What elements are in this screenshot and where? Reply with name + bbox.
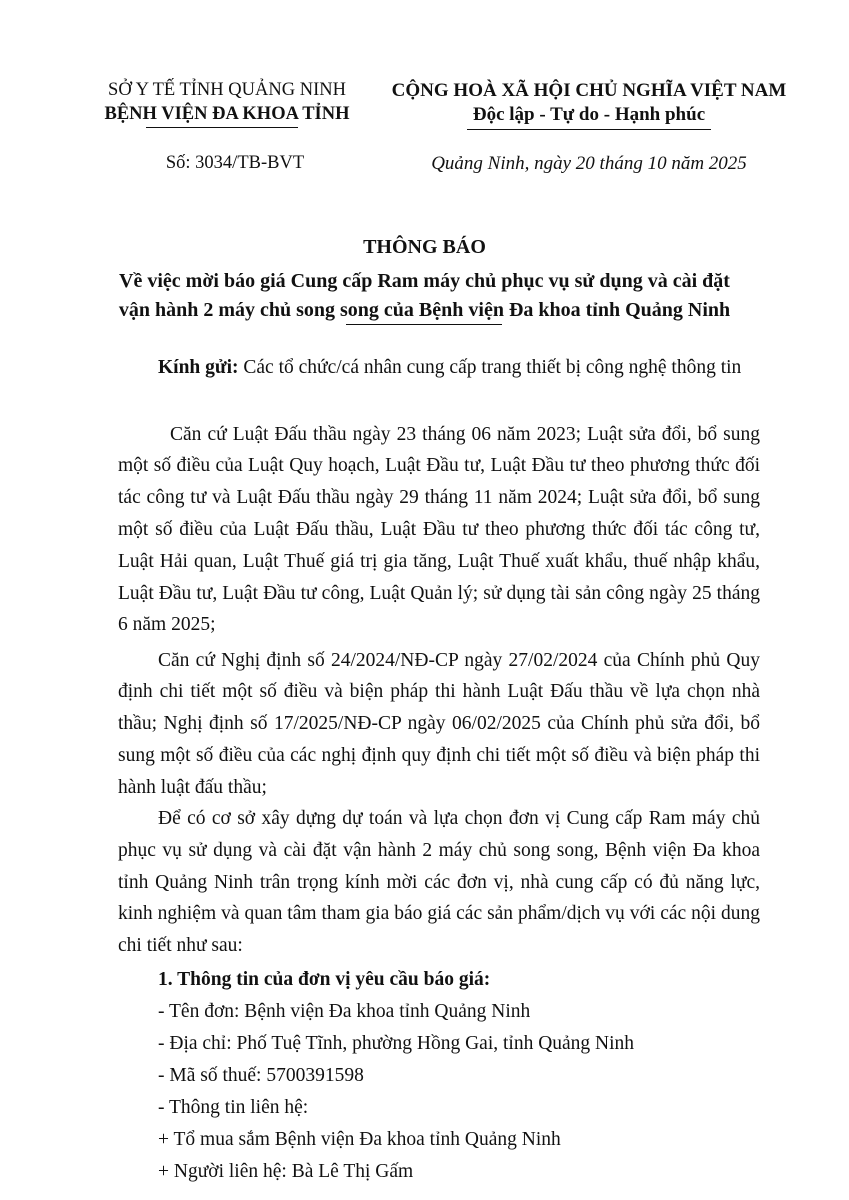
para1-line: Luật Hải quan, Luật Thuế giá trị gia tăng, Luật Thuế xuất khẩu, thuế nhập khẩu, (118, 551, 760, 572)
para2-line: thầu; Nghị định số 17/2025/NĐ-CP ngày 06/02/2025 của Chính phủ sửa đổi, bổ (118, 713, 760, 734)
recipient-label: Kính gửi: (158, 357, 239, 378)
para1-line: một số điều của Luật Quy hoạch, Luật Đầu tư, Luật Đầu tư theo phương thức đối (118, 455, 760, 476)
issuing-agency: SỞ Y TẾ TỈNH QUẢNG NINH (108, 80, 346, 100)
para3-line: phục vụ sử dụng và cài đặt vận hành 2 máy chủ song song, Bệnh viện Đa khoa (118, 840, 760, 861)
header-right-divider (467, 129, 711, 130)
title-divider (346, 324, 502, 325)
document-subject-line-1: Về việc mời báo giá Cung cấp Ram máy chủ phục vụ sử dụng và cài đặt (119, 270, 730, 292)
place-and-date: Quảng Ninh, ngày 20 tháng 10 năm 2025 (431, 153, 747, 174)
para3-line: chi tiết như sau: (118, 935, 243, 956)
section-item: - Thông tin liên hệ: (158, 1097, 309, 1118)
national-title: CỘNG HOÀ XÃ HỘI CHỦ NGHĨA VIỆT NAM (391, 80, 787, 101)
para2-line: Căn cứ Nghị định số 24/2024/NĐ-CP ngày 27/02/2024 của Chính phủ Quy (158, 650, 760, 671)
header-left-divider (146, 127, 298, 128)
document-title: THÔNG BÁO (363, 236, 486, 258)
document-number: Số: 3034/TB-BVT (165, 153, 305, 173)
para2-line: sung một số điều của các nghị định quy định chi tiết một số điều và biện pháp thi (118, 745, 760, 766)
para1-line: một số điều của Luật Đấu thầu, Luật Đầu tư theo phương thức đối tác công tư, (118, 519, 760, 540)
para2-line: hành luật đấu thầu; (118, 777, 267, 798)
para1-line: tác công tư và Luật Đấu thầu ngày 29 tháng 11 năm 2024; Luật sửa đổi, bổ sung (118, 487, 760, 508)
section-heading: 1. Thông tin của đơn vị yêu cầu báo giá: (158, 969, 491, 990)
section-item: - Địa chỉ: Phố Tuệ Tĩnh, phường Hồng Gai, tỉnh Quảng Ninh (158, 1033, 635, 1054)
section-item: - Mã số thuế: 5700391598 (158, 1065, 364, 1086)
section-item: + Tổ mua sắm Bệnh viện Đa khoa tỉnh Quảng Ninh (158, 1129, 561, 1150)
para2-line: định chi tiết một số điều và biện pháp thi hành Luật Đấu thầu về lựa chọn nhà (118, 681, 760, 702)
section-item: - Tên đơn: Bệnh viện Đa khoa tỉnh Quảng Ninh (158, 1001, 531, 1022)
section-item: + Người liên hệ: Bà Lê Thị Gấm (158, 1161, 414, 1182)
para3-line: kinh nghiệm và quan tâm tham gia báo giá các sản phẩm/dịch vụ với các nội dung (118, 903, 760, 924)
recipient-line (158, 357, 778, 379)
para1-line: Luật Đầu tư, Luật Đầu tư công, Luật Quản lý; sử dụng tài sản công ngày 25 tháng (118, 583, 760, 604)
para1-line: 6 năm 2025; (118, 614, 216, 635)
hospital-name: BỆNH VIỆN ĐA KHOA TỈNH (104, 104, 350, 124)
recipient-text: Các tổ chức/cá nhân cung cấp trang thiết bị công nghệ thông tin (238, 357, 742, 378)
para3-line: tỉnh Quảng Ninh trân trọng kính mời các đơn vị, nhà cung cấp có đủ năng lực, (118, 872, 760, 893)
national-motto: Độc lập - Tự do - Hạnh phúc (472, 104, 706, 125)
document-subject-line-2: vận hành 2 máy chủ song song của Bệnh viện Đa khoa tỉnh Quảng Ninh (118, 299, 731, 321)
para1-line: Căn cứ Luật Đấu thầu ngày 23 tháng 06 năm 2023; Luật sửa đổi, bổ sung (170, 424, 760, 445)
para3-line: Để có cơ sở xây dựng dự toán và lựa chọn đơn vị Cung cấp Ram máy chủ (158, 808, 760, 829)
